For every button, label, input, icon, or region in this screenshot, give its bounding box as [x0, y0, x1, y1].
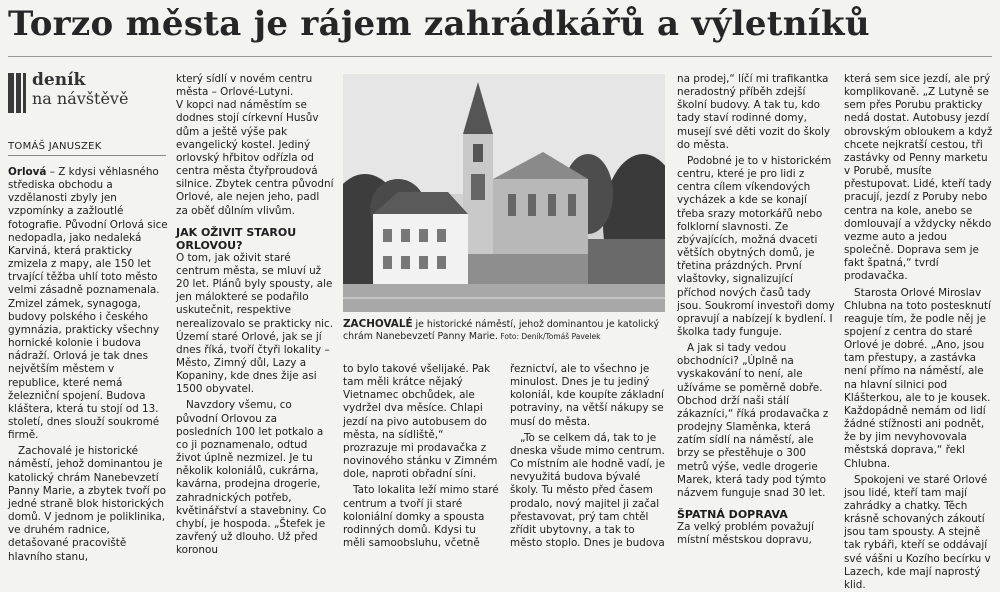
- brand-subtitle: na návštěvě: [32, 89, 129, 108]
- paragraph: to bylo takové všelijaké. Pak tam měli krátce nějaký Vietnamec obchůdek, ale vydržel dva měsíce. Chlapi jezdí na pivo autobusem do města, na sídliště,“ prozrazuje mi prodavačka z novinového stánku v Zimném dole, naproti obřadní síni.: [343, 363, 498, 481]
- paragraph: Navzdory všemu, co původní Orlovou za posledních 100 let potkalo a co ji poznamenalo, odtud život úplně nezmizel. Je tu několik koloniálů, cukrárna, kavárna, prodejna drogerie, zahradnických potřeb, květinářství a stavebniny. Co chybí, je hospoda. „Štefek je zavřený už dlouho. Už před koronou: [176, 399, 327, 557]
- article-column-4: [510, 363, 670, 550]
- brand-title: deník: [32, 70, 86, 90]
- subheading: JAK OŽIVIT STAROU ORLOVOU?: [176, 225, 297, 252]
- paragraph: Podobné je to v historickém centru, které je pro lidi z centra cílem víkendových vycházek a kde se konají třeba srazy motorkářů nebo folklorní slavnosti. Ze zbývajících, možná dvaceti větších obytných domů, je třetina prázdných. První vlaštovky, signalizující příchod nových časů tady jsou. Soukromí investoři domy opravují a nabízejí k bydlení. I školka tady funguje.: [677, 154, 835, 338]
- section-brand: [8, 72, 158, 116]
- photo-caption: ZACHOVALÉ je historické náměstí, jehož dominantou je katolický chrám Nanebevzetí Panny Marie. Foto: Deník/Tomáš Pavelek: [343, 318, 660, 342]
- paragraph: která sem sice jezdí, ale prý komplikovaně. „Z Lutyně se sem přes Porubu prakticky nedá dostat. Autobusy jezdí obrovským obloukem a když chcete nejkratší cestou, tři zastávky od Penny marketu v Porubě, musíte přestupovat. Lidé, kteří tady pracují, jezdí z Poruby nebo centra na kole, anebo se domlouvají a vždycky někdo vezme auto a jedou společně. Doprava sem je fakt špatná,“ tvrdí prodavačka.: [844, 73, 993, 283]
- church-photo: [343, 74, 665, 312]
- paragraph: Orlová – Z kdysi věhlasného střediska obchodu a vzdělanosti zbyly jen vzpomínky a zažloutlé fotografie. Původní Orlová sice nedopadla, jako nedaleká Karviná, která prakticky zmizela z mapy, ale 150 let trvající těžba uhlí toto město velmi zásadně poznamenala. Zmizel zámek, synagoga, budovy polského i českého gymnázia, prakticky všechny hornické kolonie i budova nádraží. Orlová je tak dnes největším městem v republice, které nemá železniční spojení. Budova kláštera, která tu stojí od 13. století, dnes slouží soukromé firmě.: [8, 166, 168, 442]
- paragraph: Spokojeni ve staré Orlové jsou lidé, kteří tam mají zahrádky a chatky. Těch krásně schovaných zákoutí jsou tam spousty. A stejně tak rybáři, kteří se oddávají své vášni u Kozího becírku v Lazech, kde mají naprostý klid.: [844, 473, 991, 591]
- byline-rule: [8, 155, 166, 156]
- paragraph: na prodej,“ líčí mi trafikantka neradostný příběh zdejší školní budovy. A tak tu, kdo tady staví rodinné domy, musejí své děti vozit do školy do města.: [677, 73, 831, 151]
- paragraph: Za velký problém považují místní městskou dopravu,: [677, 521, 814, 547]
- paragraph: Tato lokalita leží mimo staré centrum a tvoří ji staré koloniální domky a spousta rodinných domů. Kdysi tu měli samoobsluhu, včetně: [343, 484, 499, 550]
- paragraph: „To se celkem dá, tak to je dneska všude mimo centrum. Co místním ale hodně vadí, je nevyužitá budova bývalé školy. Tu město před časem prodalo, nový majitel ji začal přestavovat, prý tam chtěl zřídit ubytovny, a tak to město stoplo. Dnes je budova: [510, 431, 665, 550]
- brand-bar-icon: [23, 73, 26, 113]
- subheading: ŠPATNÁ DOPRAVA: [677, 508, 788, 521]
- dateline: Orlová: [8, 166, 47, 178]
- headline-rule: [8, 56, 992, 57]
- paragraph: V kopci nad náměstím se dodnes stojí církevní Husův dům a ještě výše pak evangelický kostel. Jediný orlovský hřbitov odřízla od centra města čtyřproudová silnice. Zbytek centra původní Orlové, ale nejen jeho, padl za oběť důlním vlivům.: [176, 99, 334, 217]
- paragraph: Zachovalé je historické náměstí, jehož dominantou je katolický chrám Nanebevzetí Panny Marie, a zbytek tvoří po jedné straně blok historických domů. V jednom je poliklinika, ve druhém radnice, detašované pracoviště hlavního stanu,: [8, 445, 166, 563]
- headline: Torzo města je rájem zahrádkářů a výletníků: [8, 4, 870, 44]
- paragraph: Starosta Orlové Miroslav Chlubna na toto postesknutí reaguje tím, že podle něj je spojení z centra do staré Orlové je dobré. „Ano, jsou tam přestupy, a zastávka není přímo na náměstí, ale na hlavní silnici pod Klášterkou, ale to je kousek. Každopádně nemám od lidí žádné stížnosti ani podnět, že by jim nevyhovovala městská doprava,“ řekl Chlubna.: [844, 286, 991, 470]
- photo-credit: Foto: Deník/Tomáš Pavelek: [497, 332, 601, 341]
- article-column-1: [8, 166, 168, 564]
- brand-bar-icon: [8, 73, 14, 113]
- paragraph: O tom, jak oživit staré centrum města, se mluví už 20 let. Plánů byly spousty, ale jen málokteré se podařilo uskutečnit, respektive nerealizovalo se prakticky nic. Území staré Orlové, jak se jí dnes říká, tvoří čtyři lokality – Město, Zimný důl, Lazy a Kopaniny, kde dnes žije asi 1500 obyvatel.: [176, 251, 334, 396]
- paragraph: který sídlí v novém centru města – Orlové-Lutyni.: [176, 73, 313, 99]
- article-column-2: [176, 73, 334, 557]
- author-byline: TOMÁŠ JANUSZEK: [8, 141, 102, 152]
- paragraph: řeznictví, ale to všechno je minulost. Dnes je tu jediný koloniál, kde koupíte základní potraviny, na větší nákupy se musí do města.: [510, 363, 664, 428]
- article-column-6: [844, 73, 996, 592]
- brand-bar-icon: [16, 73, 21, 113]
- article-column-5: [677, 73, 835, 547]
- photo-illustration: [343, 74, 665, 312]
- paragraph: A jak si tady vedou obchodníci? „Úplně na vyskakování to není, ale užíváme se poměrně dobře. Obchod drží naši stálí zákazníci,“ říká prodavačka z prodejny Slaměnka, která zatím sídlí na náměstí, ale brzy se přestěhuje o 300 metrů výše, vedle drogerie Marek, která tady pod týmto názvem funguje snad 30 let.: [677, 342, 829, 499]
- article-column-3: [343, 363, 501, 550]
- caption-lead: ZACHOVALÉ: [343, 318, 413, 330]
